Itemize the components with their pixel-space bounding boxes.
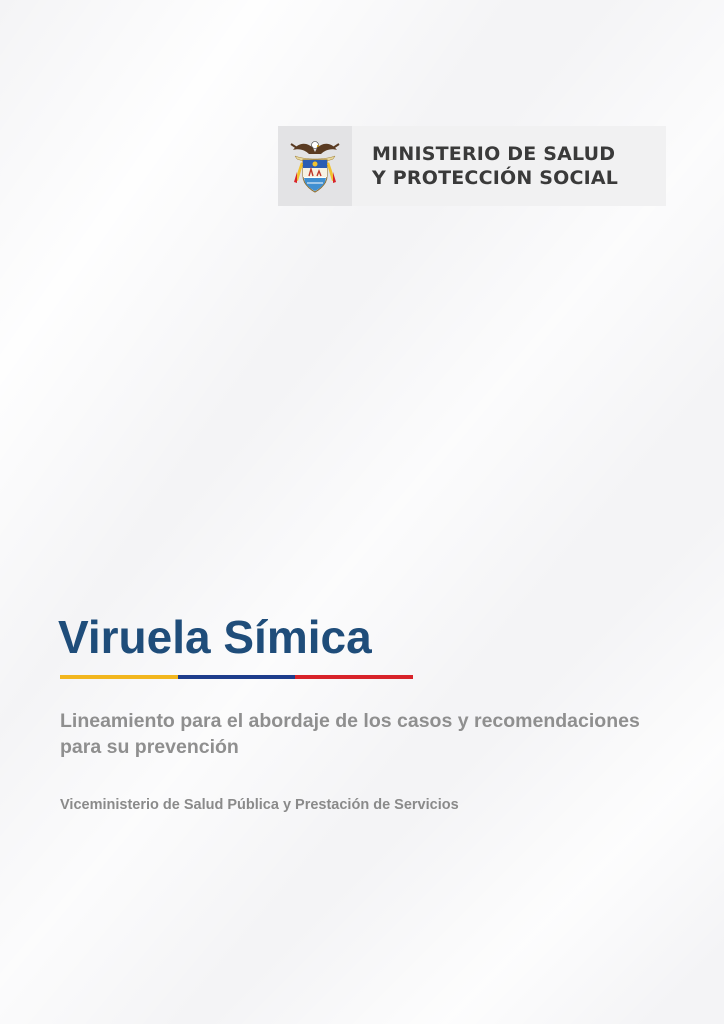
subtitle-line-2: para su prevención (60, 736, 239, 758)
flag-bar-red (295, 675, 413, 679)
ministry-name-line-1: MINISTERIO DE SALUD (372, 143, 616, 165)
ministry-name-line-2: Y PROTECCIÓN SOCIAL (372, 167, 619, 189)
flag-bar-blue (178, 675, 296, 679)
ministry-header (278, 126, 666, 206)
subtitle-line-1: Lineamiento para el abordaje de los casos y recomendaciones (60, 710, 640, 732)
ministry-name (352, 126, 666, 206)
vice-ministry-label: Viceministerio de Salud Pública y Prestación de Servicios (60, 797, 459, 813)
seal-container (278, 126, 352, 206)
document-subtitle (60, 708, 720, 760)
document-title: Viruela Símica (58, 611, 372, 663)
flag-bar-yellow (60, 675, 178, 679)
flag-color-bar (60, 675, 413, 679)
colombia-coat-of-arms-icon (289, 136, 341, 196)
